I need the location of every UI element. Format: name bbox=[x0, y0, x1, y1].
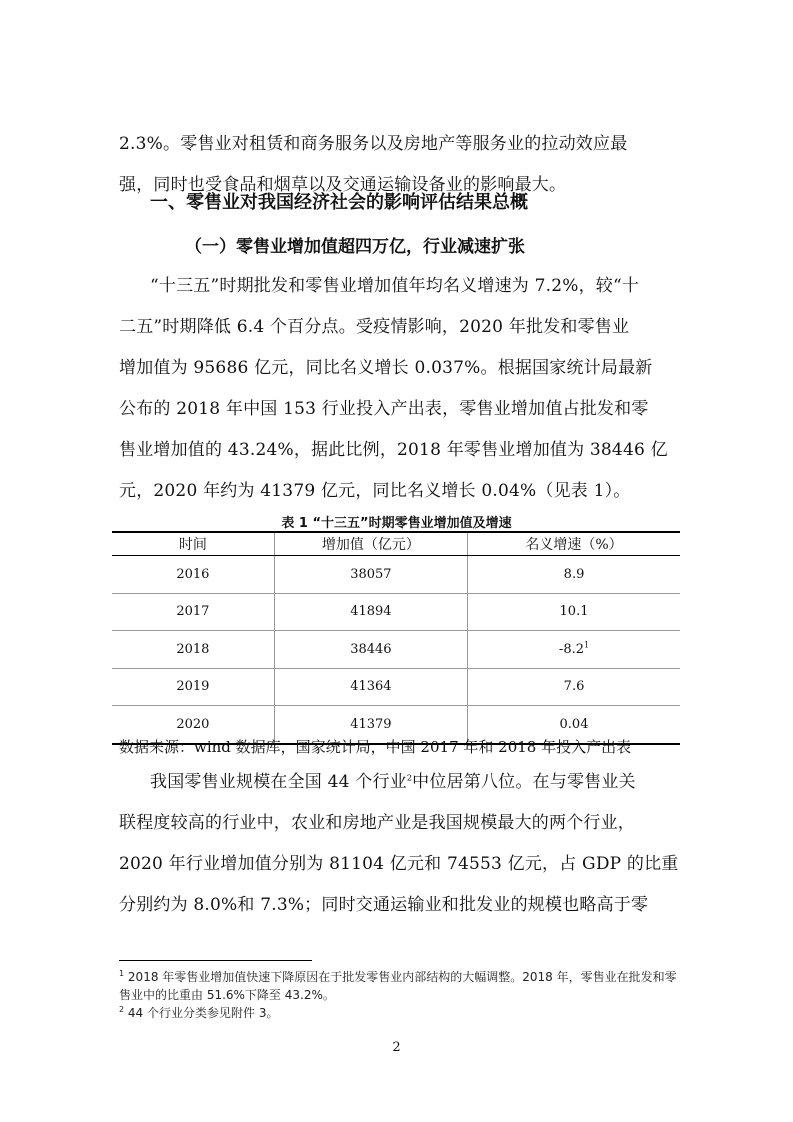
footnote-mark: 2 bbox=[119, 1005, 125, 1014]
footnote bbox=[119, 968, 679, 1004]
column-header-time: 时间 bbox=[112, 532, 274, 556]
footnote-divider bbox=[119, 960, 312, 961]
body-line: 2020 年行业增加值分别为 81104 亿元和 74553 亿元，占 GDP 的比重 bbox=[119, 854, 679, 874]
body-line: 二五”时期降低 6.4 个百分点。受疫情影响，2020 年批发和零售业 bbox=[119, 317, 630, 337]
footnote-ref[interactable]: 2 bbox=[406, 773, 413, 783]
body-line: 强，同时也受食品和烟草以及交通运输设备业的影响最大。 bbox=[119, 175, 567, 195]
cell-value: 38057 bbox=[274, 556, 467, 594]
body-line: 联程度较高的行业中，农业和房地产业是我国规模最大的两个行业， bbox=[119, 813, 635, 833]
cell-growth bbox=[468, 668, 680, 706]
cell-value: 41894 bbox=[274, 593, 467, 631]
cell-growth bbox=[468, 556, 680, 594]
cell-value: 41379 bbox=[274, 706, 467, 744]
section-heading: 一、零售业对我国经济社会的影响评估结果总概 bbox=[150, 192, 528, 213]
cell-year: 2019 bbox=[112, 668, 274, 706]
growth-value: 7.6 bbox=[563, 679, 585, 695]
growth-value: 8.9 bbox=[563, 566, 585, 582]
cell-value: 41364 bbox=[274, 668, 467, 706]
body-line: 2.3%。零售业对租赁和商务服务以及房地产等服务业的拉动效应最 bbox=[119, 134, 628, 154]
growth-value: 0.04 bbox=[559, 716, 589, 732]
body-line: 元，2020 年约为 41379 亿元，同比名义增长 0.04%（见表 1）。 bbox=[119, 481, 631, 501]
body-line: 分别约为 8.0%和 7.3%；同时交通运输业和批发业的规模也略高于零 bbox=[119, 895, 649, 915]
data-table bbox=[112, 531, 680, 745]
subsection-heading: （一）零售业增加值超四万亿，行业减速扩张 bbox=[185, 237, 525, 257]
table-header-row bbox=[112, 532, 680, 556]
body-line: 公布的 2018 年中国 153 行业投入产出表，零售业增加值占批发和零 bbox=[119, 399, 649, 419]
body-text: 中位居第八位。在与零售业关 bbox=[412, 772, 636, 792]
body-line: “十三五”时期批发和零售业增加值年均名义增速为 7.2%，较“十 bbox=[150, 276, 640, 296]
cell-year: 2017 bbox=[112, 593, 274, 631]
column-header-growth: 名义增速（%） bbox=[468, 532, 680, 556]
footnote-ref[interactable]: 1 bbox=[584, 640, 590, 650]
footnote-mark: 1 bbox=[119, 969, 125, 978]
cell-value: 38446 bbox=[274, 631, 467, 669]
table-row bbox=[112, 631, 680, 669]
cell-year: 2016 bbox=[112, 556, 274, 594]
footnote-text: 44 个行业分类参见附件 3。 bbox=[127, 1006, 279, 1020]
cell-growth bbox=[468, 593, 680, 631]
body-line: 增加值为 95686 亿元，同比名义增长 0.037%。根据国家统计局最新 bbox=[119, 358, 653, 378]
footnote-text: 2018 年零售业增加值快速下降原因在于批发零售业内部结构的大幅调整。2018 年，零售业在批发和零售业中的比重由 51.6%下降至 43.2%。 bbox=[119, 970, 677, 1002]
table-caption: 表 1 “十三五”时期零售业增加值及增速 bbox=[281, 516, 512, 531]
table-row bbox=[112, 556, 680, 594]
column-header-value: 增加值（亿元） bbox=[274, 532, 467, 556]
growth-value: 10.1 bbox=[559, 604, 589, 620]
body-text: 我国零售业规模在全国 44 个行业 bbox=[150, 772, 407, 792]
cell-growth bbox=[468, 631, 680, 669]
table-row bbox=[112, 668, 680, 706]
growth-value: -8.2 bbox=[558, 641, 584, 657]
cell-year: 2018 bbox=[112, 631, 274, 669]
footnote bbox=[119, 1004, 679, 1022]
page-number: 2 bbox=[392, 1040, 401, 1055]
table-row bbox=[112, 593, 680, 631]
table-source-note: 数据来源：wind 数据库，国家统计局，中国 2017 年和 2018 年投入产出表 bbox=[119, 738, 632, 756]
body-line bbox=[150, 771, 679, 793]
cell-year: 2020 bbox=[112, 706, 274, 744]
body-line: 售业增加值的 43.24%，据此比例，2018 年零售业增加值为 38446 亿 bbox=[119, 440, 668, 460]
